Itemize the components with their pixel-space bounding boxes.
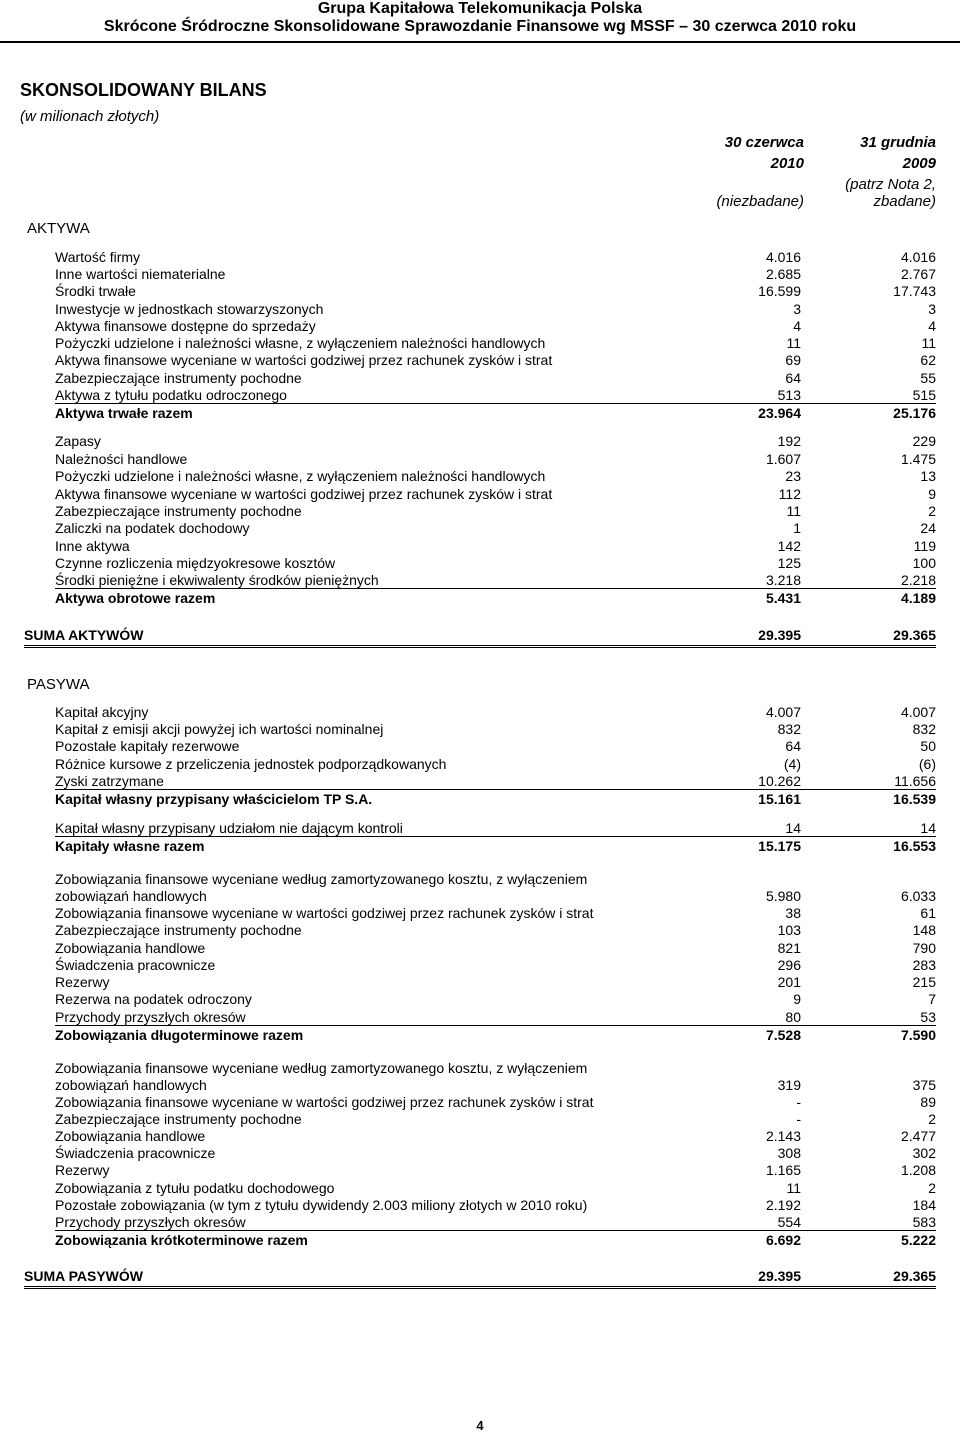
col1-year: 2010 — [770, 155, 804, 172]
subtotal-row: Aktywa trwałe razem 23.964 25.176 — [55, 405, 936, 421]
table-row: Zabezpieczające instrumenty pochodne 64 55 — [55, 370, 936, 386]
table-row: Zobowiązania handlowe 2.143 2.477 — [55, 1128, 936, 1144]
table-row: Kapitał z emisji akcji powyżej ich wartości nominalnej 832 832 — [55, 721, 936, 737]
col1-date: 30 czerwca — [724, 134, 804, 151]
table-row: Zabezpieczające instrumenty pochodne 11 2 — [55, 503, 936, 519]
table-row: zobowiązań handlowych 319 375 — [55, 1077, 936, 1093]
table-row: Zobowiązania finansowe wyceniane według zamortyzowanego kosztu, z wyłączeniem — [55, 871, 588, 887]
table-row: Rezerwy 1.165 1.208 — [55, 1162, 936, 1178]
table-row: Świadczenia pracownicze 308 302 — [55, 1145, 936, 1161]
total-assets-row: SUMA AKTYWÓW 29.395 29.365 — [24, 627, 936, 648]
header-divider — [0, 41, 960, 43]
report-title-header: Skrócone Śródroczne Skonsolidowane Sprawozdanie Finansowe wg MSSF – 30 czerwca 2010 roku — [103, 18, 857, 35]
section-aktywa: AKTYWA — [27, 220, 90, 237]
total-liabilities-row: SUMA PASYWÓW 29.395 29.365 — [24, 1268, 936, 1289]
table-row: Środki pieniężne i ekwiwalenty środków pieniężnych 3.218 2.218 — [55, 572, 936, 588]
table-row: zobowiązań handlowych 5.980 6.033 — [55, 888, 936, 904]
table-row: Zobowiązania z tytułu podatku dochodowego 11 2 — [55, 1180, 936, 1196]
table-row: Czynne rozliczenia międzyokresowe kosztów 125 100 — [55, 555, 936, 571]
subtotal-row: Kapitał własny przypisany właścicielom TP S.A. 15.161 16.539 — [55, 791, 936, 807]
table-row: Wartość firmy 4.016 4.016 — [55, 249, 936, 265]
table-row: Zapasy 192 229 — [55, 433, 936, 449]
table-row: Kapitał akcyjny 4.007 4.007 — [55, 704, 936, 720]
table-row: Kapitał własny przypisany udziałom nie dającym kontroli 14 14 — [55, 820, 936, 836]
subtotal-row: Zobowiązania krótkoterminowe razem 6.692 5.222 — [55, 1232, 936, 1248]
table-row: Zyski zatrzymane 10.262 11.656 — [55, 773, 936, 789]
table-row: Rezerwy 201 215 — [55, 974, 936, 990]
report-company-header: Grupa Kapitałowa Telekomunikacja Polska — [317, 0, 643, 17]
page-title: SKONSOLIDOWANY BILANS — [20, 80, 267, 100]
col2-year: 2009 — [902, 155, 936, 172]
table-row: Inne aktywa 142 119 — [55, 538, 936, 554]
table-row: Pożyczki udzielone i należności własne, z wyłączeniem należności handlowych 11 11 — [55, 335, 936, 351]
table-row: Świadczenia pracownicze 296 283 — [55, 957, 936, 973]
page-number: 4 — [476, 1418, 484, 1433]
table-row: Zabezpieczające instrumenty pochodne 103 148 — [55, 922, 936, 938]
table-row: Aktywa finansowe wyceniane w wartości godziwej przez rachunek zysków i strat 112 9 — [55, 486, 936, 502]
table-row: Inne wartości niematerialne 2.685 2.767 — [55, 266, 936, 282]
table-row: Przychody przyszłych okresów 80 53 — [55, 1009, 936, 1025]
table-row: Pozostałe zobowiązania (w tym z tytułu dywidendy 2.003 miliony złotych w 2010 roku) 2.192 184 — [55, 1197, 936, 1213]
table-row: Aktywa z tytułu podatku odroczonego 513 515 — [55, 387, 936, 403]
table-row: Aktywa finansowe wyceniane w wartości godziwej przez rachunek zysków i strat 69 62 — [55, 352, 936, 368]
table-row: Zobowiązania finansowe wyceniane według zamortyzowanego kosztu, z wyłączeniem — [55, 1060, 588, 1076]
table-row: Różnice kursowe z przeliczenia jednostek podporządkowanych (4) (6) — [55, 756, 936, 772]
col1-note: (niezbadane) — [716, 193, 804, 210]
table-row: Zobowiązania finansowe wyceniane w wartości godziwej przez rachunek zysków i strat 38 61 — [55, 905, 936, 921]
table-row: Zabezpieczające instrumenty pochodne - 2 — [55, 1111, 936, 1127]
table-row: Zobowiązania finansowe wyceniane w wartości godziwej przez rachunek zysków i strat - 89 — [55, 1094, 936, 1110]
col2-note-line1: (patrz Nota 2, — [845, 176, 936, 193]
subtotal-row: Kapitały własne razem 15.175 16.553 — [55, 838, 936, 854]
subtotal-row: Zobowiązania długoterminowe razem 7.528 7.590 — [55, 1027, 936, 1043]
table-row: Aktywa finansowe dostępne do sprzedaży 4 4 — [55, 318, 936, 334]
table-row: Pożyczki udzielone i należności własne, z wyłączeniem należności handlowych 23 13 — [55, 468, 936, 484]
table-row: Pozostałe kapitały rezerwowe 64 50 — [55, 738, 936, 754]
section-pasywa: PASYWA — [27, 676, 90, 693]
table-row: Przychody przyszłych okresów 554 583 — [55, 1214, 936, 1230]
units-note: (w milionach złotych) — [20, 108, 160, 125]
table-row: Rezerwa na podatek odroczony 9 7 — [55, 991, 936, 1007]
table-row: Inwestycje w jednostkach stowarzyszonych 3 3 — [55, 301, 936, 317]
subtotal-row: Aktywa obrotowe razem 5.431 4.189 — [55, 590, 936, 606]
col2-note-line2: zbadane) — [873, 193, 936, 210]
table-row: Środki trwałe 16.599 17.743 — [55, 283, 936, 299]
col2-date: 31 grudnia — [860, 134, 936, 151]
table-row: Zobowiązania handlowe 821 790 — [55, 940, 936, 956]
table-row: Należności handlowe 1.607 1.475 — [55, 451, 936, 467]
table-row: Zaliczki na podatek dochodowy 1 24 — [55, 520, 936, 536]
